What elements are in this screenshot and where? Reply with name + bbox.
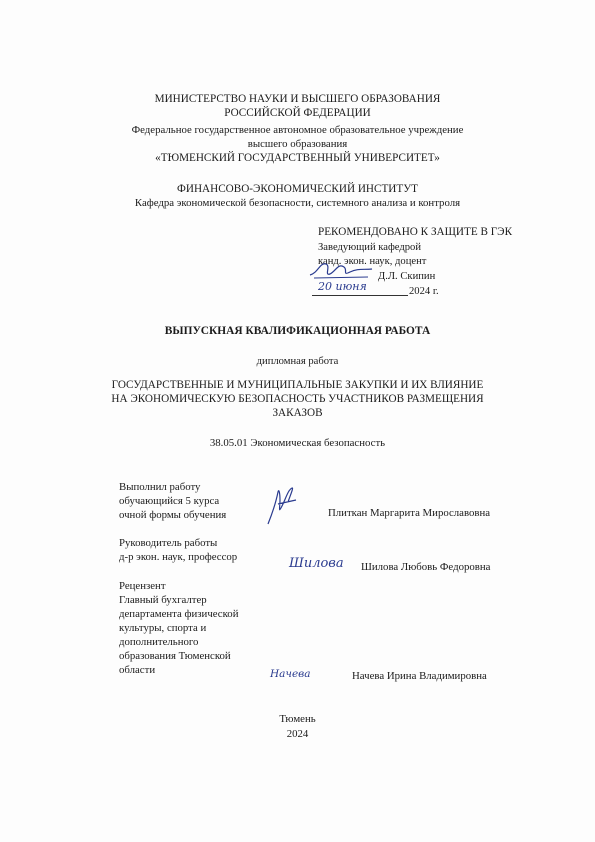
author-name: Плиткан Маргарита Мирославовна [328, 507, 491, 519]
institution-line-1: Федеральное государственное автономное образовательное учреждение [131, 124, 464, 136]
reviewer-label-5: дополнительного [119, 636, 199, 648]
work-title-line-2: НА ЭКОНОМИЧЕСКУЮ БЕЗОПАСНОСТЬ УЧАСТНИКОВ РАЗМЕЩЕНИЯ [111, 393, 484, 405]
reviewer-label-3: департамента физической [119, 608, 239, 620]
supervisor-label-1: Руководитель работы [119, 537, 218, 549]
author-signature-icon [262, 484, 302, 526]
work-title-line-3: ЗАКАЗОВ [272, 407, 323, 419]
ministry-line-2: РОССИЙСКОЙ ФЕДЕРАЦИИ [224, 107, 371, 119]
ministry-line-1: МИНИСТЕРСТВО НАУКИ И ВЫСШЕГО ОБРАЗОВАНИЯ [154, 93, 441, 105]
head-signature-icon [306, 258, 378, 280]
university-name: «ТЮМЕНСКИЙ ГОСУДАРСТВЕННЫЙ УНИВЕРСИТЕТ» [155, 152, 440, 164]
department-name: Кафедра экономической безопасности, системного анализа и контроля [134, 197, 461, 209]
footer-city: Тюмень [279, 713, 316, 725]
reviewer-name: Начева Ирина Владимировна [352, 670, 487, 682]
approval-year: 2024 г. [409, 286, 439, 297]
reviewer-label-1: Рецензент [119, 580, 166, 592]
work-subtype: дипломная работа [256, 356, 339, 367]
author-label-2: обучающийся 5 курса [119, 495, 220, 507]
reviewer-label-7: области [119, 664, 156, 676]
approval-title: РЕКОМЕНДОВАНО К ЗАЩИТЕ В ГЭК [318, 226, 513, 238]
author-label-1: Выполнил работу [119, 481, 201, 493]
author-label-3: очной формы обучения [119, 509, 227, 521]
supervisor-signature-icon: Шилова [289, 556, 344, 571]
approval-date-handwritten: 20 июня [318, 280, 367, 293]
approval-head-name: Д.Л. Скипин [378, 271, 436, 282]
approval-position: Заведующий кафедрой [318, 242, 422, 253]
approval-degree: канд. экон. наук, доцент [318, 256, 427, 267]
reviewer-signature-icon: Начева [270, 668, 311, 680]
footer-year: 2024 [286, 728, 309, 740]
supervisor-name: Шилова Любовь Федоровна [361, 561, 491, 573]
supervisor-label-2: д-р экон. наук, профессор [119, 551, 238, 563]
reviewer-label-2: Главный бухгалтер [119, 594, 207, 606]
institute-name: ФИНАНСОВО-ЭКОНОМИЧЕСКИЙ ИНСТИТУТ [177, 183, 418, 195]
specialty: 38.05.01 Экономическая безопасность [209, 437, 386, 449]
work-title-line-1: ГОСУДАРСТВЕННЫЕ И МУНИЦИПАЛЬНЫЕ ЗАКУПКИ И ИХ ВЛИЯНИЕ [111, 379, 484, 391]
date-underline [312, 295, 408, 296]
reviewer-label-4: культуры, спорта и [119, 622, 207, 634]
work-type: ВЫПУСКНАЯ КВАЛИФИКАЦИОННАЯ РАБОТА [164, 325, 431, 337]
institution-line-2: высшего образования [247, 138, 348, 150]
reviewer-label-6: образования Тюменской [119, 650, 231, 662]
